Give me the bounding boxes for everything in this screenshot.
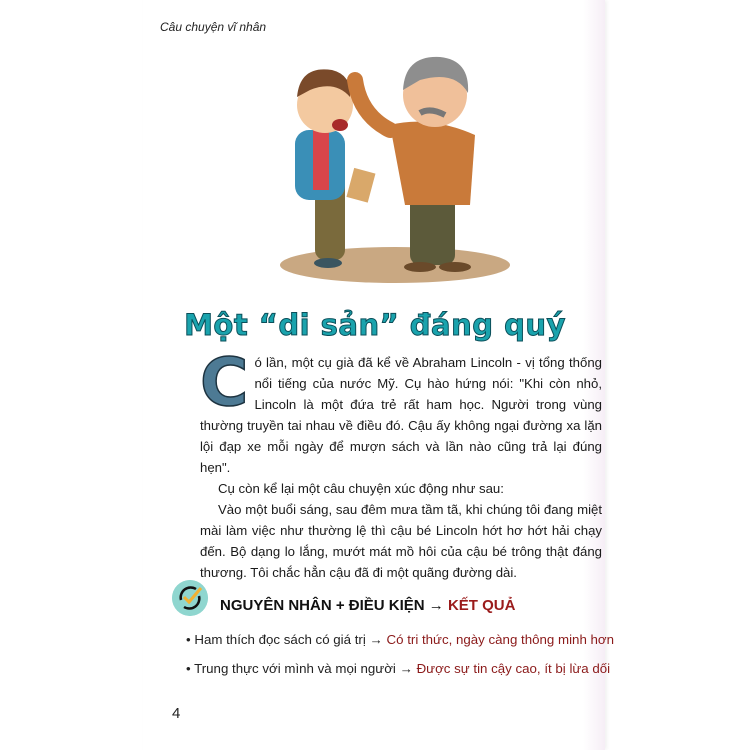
bullet-result: Được sự tin cậy cao, ít bị lừa dối bbox=[416, 661, 611, 676]
drop-cap: C bbox=[200, 344, 249, 421]
formula-arrow: → bbox=[428, 597, 444, 614]
running-header: Câu chuyện vĩ nhân bbox=[160, 20, 267, 34]
bullet-arrow: → bbox=[365, 632, 387, 647]
bullet-cause: • Ham thích đọc sách có giá trị bbox=[186, 632, 366, 647]
formula-result: KẾT QUẢ bbox=[447, 597, 516, 614]
formula-cause: NGUYÊN NHÂN + ĐIỀU KIỆN bbox=[220, 597, 425, 614]
paragraph: Vào một buổi sáng, sau đêm mưa tầm tã, khi chúng tôi đang miệt mài làm việc như thường lệ thì cậu bé Lincoln hớt hơ hớt hải chạy đến. Bộ dạng lo lắng, mướt mát mồ hôi của cậu bé trông thật đáng thương. Tôi chắc hẳn cậu đã đi một quãng đường dài. bbox=[200, 502, 602, 580]
bullet-result: Có tri thức, ngày càng thông minh hơn bbox=[386, 632, 615, 647]
story-body bbox=[200, 344, 602, 583]
illustration-old-man-and-boy bbox=[270, 35, 510, 285]
list-item bbox=[186, 632, 614, 647]
list-item bbox=[186, 661, 610, 676]
paragraph: Cụ còn kể lại một câu chuyện xúc động như sau: bbox=[218, 481, 504, 496]
story-title: Một “di sản” đáng quý bbox=[184, 308, 566, 342]
page-number: 4 bbox=[172, 705, 181, 722]
paragraph: ó lần, một cụ già đã kể về Abraham Lincoln - vị tổng thống nổi tiếng của nước Mỹ. Cụ hào hứng nói: "Khi còn nhỏ, Lincoln là một đứa trẻ rất ham học. Người trong vùng thường truyền tai nhau về điều đó. Cậu ấy không ngại đường xa lặn lội đạp xe mỗi ngày để mượn sách và lần nào cũng trả lại đúng hẹn". bbox=[200, 355, 602, 475]
bullet-cause: • Trung thực với mình và mọi người bbox=[186, 661, 396, 676]
bullet-arrow: → bbox=[395, 661, 417, 676]
formula-heading bbox=[220, 597, 515, 614]
cycle-check-icon bbox=[172, 580, 208, 616]
